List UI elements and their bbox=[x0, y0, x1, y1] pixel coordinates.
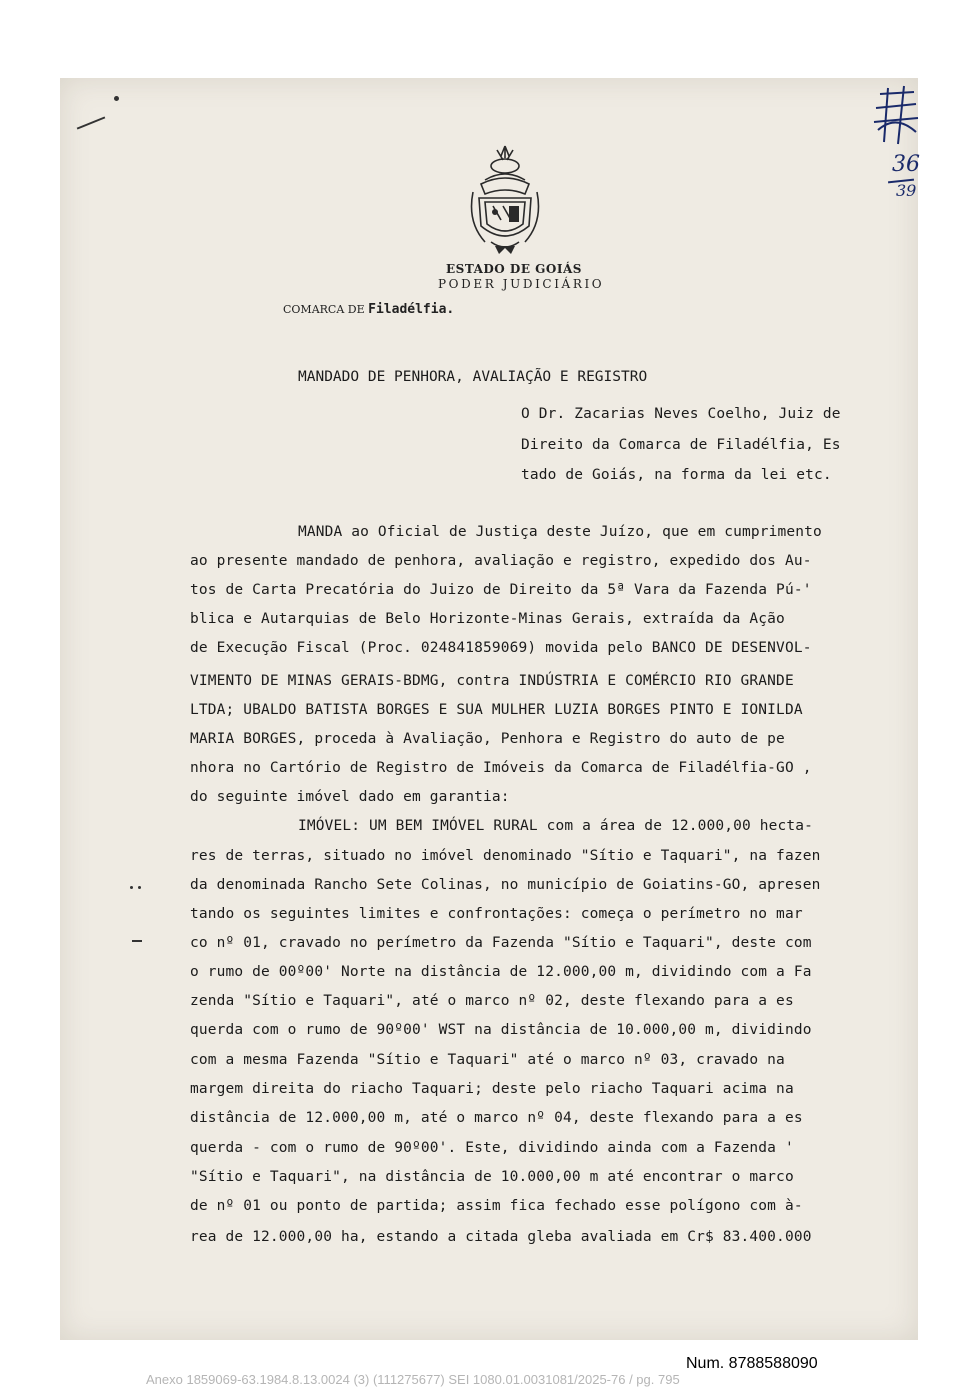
body-line: "Sítio e Taquari", na distância de 10.000,00 m até encontrar o marco bbox=[190, 1169, 794, 1185]
coat-of-arms-emblem bbox=[465, 142, 545, 260]
comarca-label: COMARCA DE bbox=[283, 303, 365, 316]
handwritten-page-number: 36 bbox=[892, 152, 920, 177]
body-line: rea de 12.000,00 ha, estando a citada gleba avaliada em Cr$ 83.400.000 bbox=[190, 1229, 812, 1245]
margin-mark bbox=[138, 886, 141, 889]
header-comarca bbox=[283, 302, 454, 317]
header-state: ESTADO DE GOIÁS bbox=[446, 262, 582, 276]
intro-line: tado de Goiás, na forma da lei etc. bbox=[521, 467, 832, 483]
header-power: PODER JUDICIÁRIO bbox=[438, 277, 605, 291]
comarca-city: Filadélfia. bbox=[368, 302, 455, 317]
document-title: MANDADO DE PENHORA, AVALIAÇÃO E REGISTRO bbox=[298, 369, 648, 385]
body-line: com a mesma Fazenda "Sítio e Taquari" até o marco nº 03, cravado na bbox=[190, 1052, 785, 1068]
margin-mark bbox=[130, 886, 133, 889]
body-line: IMÓVEL: UM BEM IMÓVEL RURAL com a área de 12.000,00 hecta- bbox=[298, 818, 814, 834]
intro-line: Direito da Comarca de Filadélfia, Es bbox=[521, 437, 841, 453]
margin-mark bbox=[132, 940, 142, 942]
handwritten-page-fraction: 39 bbox=[896, 181, 917, 200]
body-line: blica e Autarquias de Belo Horizonte-Minas Gerais, extraída da Ação bbox=[190, 611, 785, 627]
body-line: de Execução Fiscal (Proc. 024841859069) movida pelo BANCO DE DESENVOL- bbox=[190, 640, 812, 656]
intro-line: O Dr. Zacarias Neves Coelho, Juiz de bbox=[521, 406, 841, 422]
body-line: tos de Carta Precatória do Juizo de Direito da 5ª Vara da Fazenda Pú-' bbox=[190, 582, 812, 598]
body-line: o rumo de 00º00' Norte na distância de 12.000,00 m, dividindo com a Fa bbox=[190, 964, 812, 980]
body-line: querda - com o rumo de 90º00'. Este, dividindo ainda com a Fazenda ' bbox=[190, 1140, 794, 1156]
body-line: distância de 12.000,00 m, até o marco nº 04, deste flexando para a es bbox=[190, 1110, 803, 1126]
body-line: da denominada Rancho Sete Colinas, no município de Goiatins-GO, apresen bbox=[190, 877, 821, 893]
body-line: do seguinte imóvel dado em garantia: bbox=[190, 789, 510, 805]
body-line: tando os seguintes limites e confrontações: começa o perímetro no mar bbox=[190, 906, 803, 922]
body-line: ao presente mandado de penhora, avaliação e registro, expedido dos Au- bbox=[190, 553, 812, 569]
body-line: margem direita do riacho Taquari; deste pelo riacho Taquari acima na bbox=[190, 1081, 794, 1097]
body-line: res de terras, situado no imóvel denominado "Sítio e Taquari", na fazen bbox=[190, 848, 821, 864]
margin-mark bbox=[114, 96, 119, 101]
body-line: querda com o rumo de 90º00' WST na distância de 10.000,00 m, dividindo bbox=[190, 1022, 812, 1038]
body-line: MANDA ao Oficial de Justiça deste Juízo, que em cumprimento bbox=[298, 524, 822, 540]
body-line: nhora no Cartório de Registro de Imóveis da Comarca de Filadélfia-GO , bbox=[190, 760, 812, 776]
body-line: de nº 01 ou ponto de partida; assim fica fechado esse polígono com à- bbox=[190, 1198, 803, 1214]
body-line: VIMENTO DE MINAS GERAIS-BDMG, contra INDÚSTRIA E COMÉRCIO RIO GRANDE bbox=[190, 673, 794, 689]
document-number: Num. 8788588090 bbox=[686, 1355, 818, 1372]
annex-reference: Anexo 1859069-63.1984.8.13.0024 (3) (111275677) SEI 1080.01.0031081/2025-76 / pg. 795 bbox=[146, 1372, 680, 1387]
body-line: co nº 01, cravado no perímetro da Fazenda "Sítio e Taquari", deste com bbox=[190, 935, 812, 951]
body-line: zenda "Sítio e Taquari", até o marco nº 02, deste flexando para a es bbox=[190, 993, 794, 1009]
scribble-mark bbox=[866, 84, 926, 150]
body-line: MARIA BORGES, proceda à Avaliação, Penhora e Registro do auto de pe bbox=[190, 731, 785, 747]
body-line: LTDA; UBALDO BATISTA BORGES E SUA MULHER LUZIA BORGES PINTO E IONILDA bbox=[190, 702, 803, 718]
